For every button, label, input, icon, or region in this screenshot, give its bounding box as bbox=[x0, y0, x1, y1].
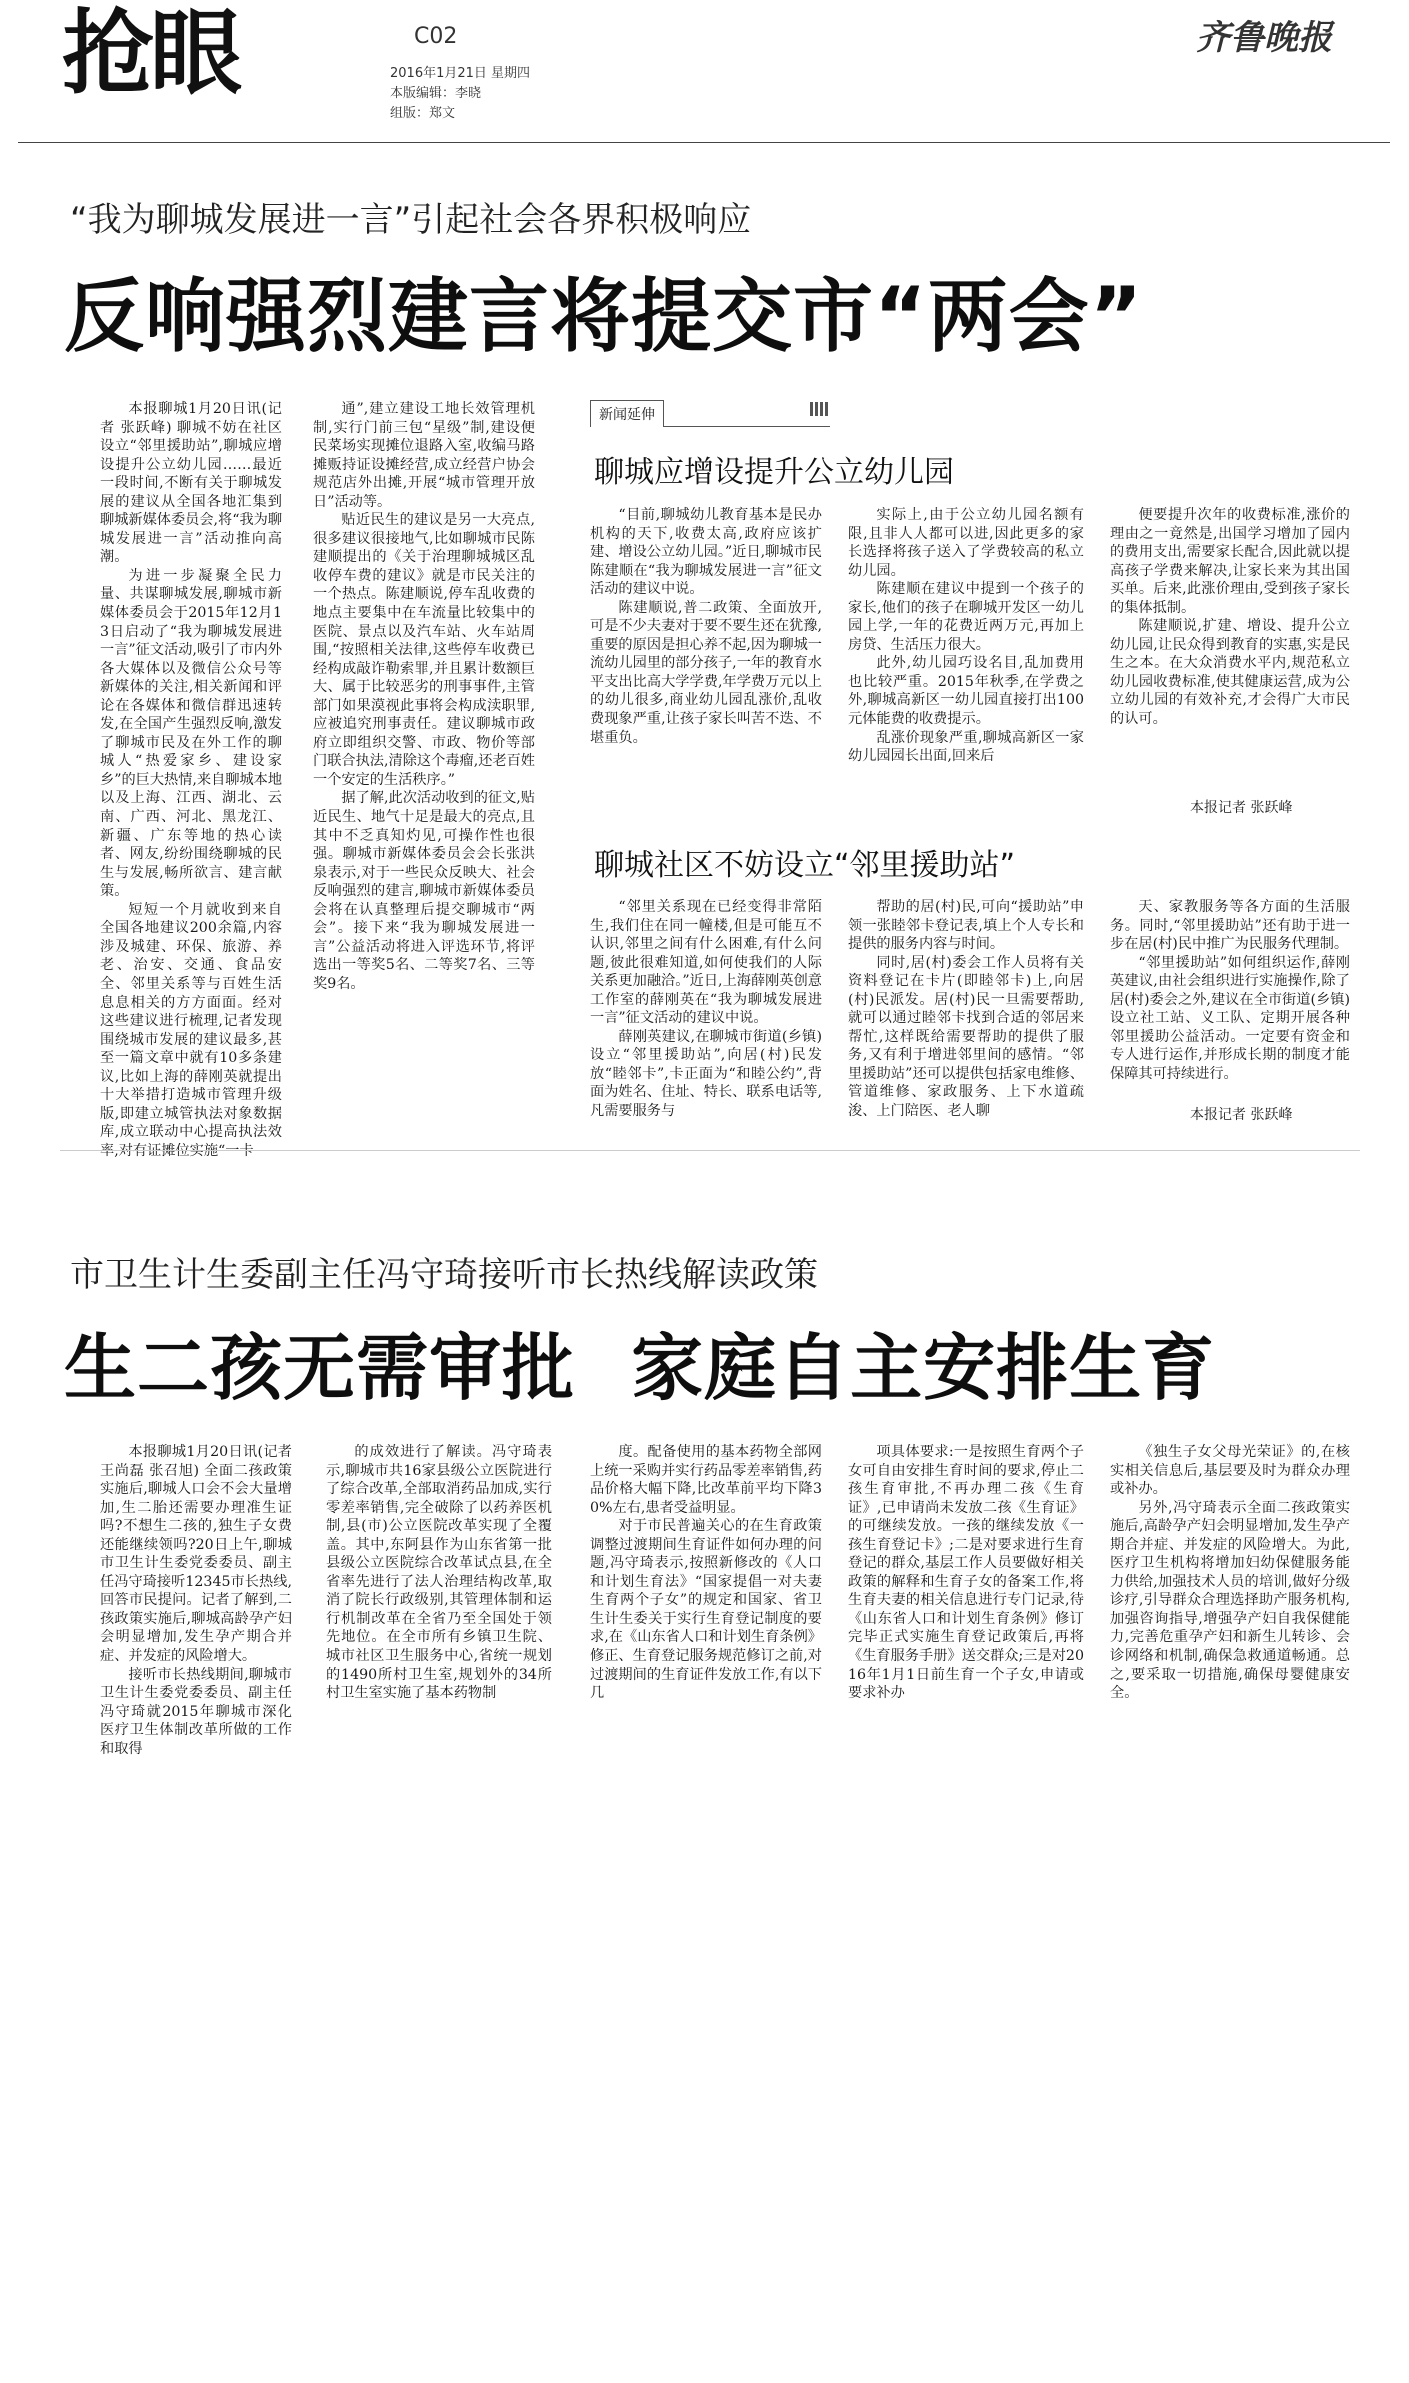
paragraph: 本报聊城1月20日讯(记者 王尚磊 张召旭) 全面二孩政策实施后,聊城人口会不会大量增加,生二胎还需要办理准生证吗?不想生二孩的,独生子女费还能继续领吗?20日上午,聊城市卫生计生委党委委员、副主任冯守琦接听12345市长热线,回答市民提问。记者了解到,二孩政策实施后,聊城高龄孕产妇会明显增加,发生孕产期合并症、并发症的风险增大。 bbox=[100, 1444, 292, 1665]
sub1-title: 聊城应增设提升公立幼儿园 bbox=[594, 455, 954, 490]
paragraph: 另外,冯守琦表示全面二孩政策实施后,高龄孕产妇会明显增加,发生孕产期合并症、并发症的风险增大。为此,医疗卫生机构将增加妇幼保健服务能力供给,加强技术人员的培训,做好分级诊疗,引导群众合理选择助产服务机构,加强咨询指导,增强孕产妇自我保健能力,完善危重孕产妇和新生儿转诊、会诊网络和机制,确保急救通道畅通。总之,要采取一切措施,确保母婴健康安全。 bbox=[1110, 1499, 1350, 1702]
story2-headline: 生二孩无需审批 家庭自主安排生育 bbox=[64, 1326, 1216, 1410]
story2-column-4 bbox=[848, 1443, 1084, 1789]
section-title: 抢眼 bbox=[62, 0, 239, 107]
page-number: C02 bbox=[414, 24, 458, 49]
story2-column-2 bbox=[326, 1443, 552, 1789]
paragraph: 《独生子女父母光荣证》的,在核实相关信息后,基层要及时为群众办理或补办。 bbox=[1110, 1444, 1350, 1498]
sub2-column-3 bbox=[1110, 898, 1350, 1104]
paragraph: 通”,建立建设工地长效管理机制,实行门前三包“星级”制,建设便民菜场实现摊位退路入室,收编马路摊贩持证设摊经营,成立经营户协会规范店外出摊,开展“城市管理开放日”活动等。 bbox=[313, 401, 535, 510]
paragraph: 对于市民普遍关心的在生育政策调整过渡期间生育证件如何办理的问题,冯守琦表示,按照新修改的《人口和计划生育法》“国家提倡一对夫妻生育两个子女”的规定和国家、省卫生计生委关于实行生育登记制度的要求,在《山东省人口和计划生育条例》修正、生育登记服务规范修订之前,对过渡期间的生育证件发放工作,有以下几 bbox=[590, 1518, 822, 1702]
sub1-column-2 bbox=[848, 506, 1084, 816]
paragraph: 本报聊城1月20日讯(记者 张跃峰) 聊城不妨在社区设立“邻里援助站”,聊城应增设提升公立幼儿园……最近一段时间,不断有关于聊城发展的建议从全国各地汇集到聊城新媒体委员会,将“我为聊城发展进一言”活动推向高潮。 bbox=[100, 401, 283, 566]
editor-credit: 本版编辑：李晓 bbox=[390, 86, 482, 101]
paragraph: “目前,聊城幼儿教育基本是民办机构的天下,收费太高,政府应该扩建、增设公立幼儿园。”近日,聊城市民陈建顺在“我为聊城发展进一言”征文活动的建议中说。 bbox=[590, 507, 822, 598]
sub2-byline: 本报记者 张跃峰 bbox=[1190, 1107, 1293, 1123]
paragraph: 为进一步凝聚全民力量、共谋聊城发展,聊城市新媒体委员会于2015年12月13日启动了“我为聊城发展进一言”征文活动,吸引了市内外各大媒体以及微信公众号等新媒体的关注,相关新闻和评论在各媒体和微信群迅速转发,在全国产生强烈反响,激发了聊城市民及在外工作的聊城人“热爱家乡、建设家乡”的巨大热情,来自聊城本地以及上海、江西、湖北、云南、广西、河北、黑龙江、新疆、广东等地的热心读者、网友,纷纷围绕聊城的民生与发展,畅所欲言、建言献策。 bbox=[100, 567, 283, 900]
issue-date: 2016年1月21日 星期四 bbox=[390, 66, 531, 81]
paragraph: 便要提升次年的收费标准,涨价的理由之一竟然是,出国学习增加了园内的费用支出,需要家长配合,因此就以提高孩子学费来解决,让家长来为其出国买单。后来,此涨价理由,受到孩子家长的集体抵制。 bbox=[1110, 507, 1350, 616]
paragraph: 陈建顺说,扩建、增设、提升公立幼儿园,让民众得到教育的实惠,实是民生之本。在大众消费水平内,规范私立幼儿园收费标准,使其健康运营,成为公立幼儿园的有效补充,才会得广大市民的认可。 bbox=[1110, 618, 1350, 728]
paragraph: 此外,幼儿园巧设名目,乱加费用也比较严重。2015年秋季,在学费之外,聊城高新区一幼儿园直接打出100元体能费的收费提示。 bbox=[848, 655, 1084, 728]
sub2-title: 聊城社区不妨设立“邻里援助站” bbox=[594, 848, 1016, 883]
story2-kicker: 市卫生计生委副主任冯守琦接听市长热线解读政策 bbox=[70, 1255, 818, 1295]
tag-ornament bbox=[810, 402, 830, 416]
story1-column-1 bbox=[100, 400, 283, 1159]
paragraph: 薛刚英建议,在聊城市街道(乡镇)设立“邻里援助站”,向居(村)民发放“睦邻卡”,卡正面为“和睦公约”,背面为姓名、住址、特长、联系电话等,凡需要服务与 bbox=[590, 1028, 822, 1120]
paragraph: 贴近民生的建议是另一大亮点,很多建议很接地气,比如聊城市民陈建顺提出的《关于治理聊城城区乱收停车费的建议》就是市民关注的一个热点。陈建顺说,停车乱收费的地点主要集中在车流量比较集中的医院、景点以及汽车站、火车站周围,“按照相关法律,这些停车收费已经构成敲诈勒索罪,并且累计数额巨大、属于比较恶劣的刑事事件,主管部门如果漠视此事将会构成渎职罪,应被追究刑事责任。建议聊城市政府立即组织交警、市政、物价等部门联合执法,清除这个毒瘤,还老百姓一个安定的生活秩序。” bbox=[313, 512, 535, 788]
paragraph: 度。配备使用的基本药物全部网上统一采购并实行药品零差率销售,药品价格大幅下降,比改革前平均下降30%左右,患者受益明显。 bbox=[590, 1444, 822, 1516]
paragraph: 实际上,由于公立幼儿园名额有限,且非人人都可以进,因此更多的家长选择将孩子送入了学费较高的私立幼儿园。 bbox=[848, 507, 1084, 579]
paragraph: 同时,居(村)委会工作人员将有关资料登记在卡片(即睦邻卡)上,向居(村)民派发。居(村)民一旦需要帮助,就可以通过睦邻卡找到合适的邻居来帮忙,这样既给需要帮助的提供了服务,又有利于增进邻里间的感情。“邻里援助站”还可以提供包括家电维修、管道维修、家政服务、上下水道疏浚、上门陪医、老人聊 bbox=[848, 954, 1084, 1120]
story1-kicker: “我为聊城发展进一言”引起社会各界积极响应 bbox=[70, 200, 752, 240]
story2-column-5 bbox=[1110, 1443, 1350, 1723]
story-separator bbox=[60, 1150, 1360, 1151]
paragraph: 天、家教服务等各方面的生活服务。同时,“邻里援助站”还有助于进一步在居(村)民中推广为民服务代理制。 bbox=[1110, 899, 1350, 953]
paragraph: 陈建顺说,普二政策、全面放开,可是不少夫妻对于要不要生还在犹豫,重要的原因是担心养不起,因为聊城一流幼儿园里的部分孩子,一年的教育水平支出比高大学学费,年学费万元以上的幼儿很多,商业幼儿园乱涨价,乱收费现象严重,让孩子家长叫苦不迭、不堪重负。 bbox=[590, 599, 822, 746]
header-rule bbox=[18, 142, 1390, 143]
paragraph: “邻里关系现在已经变得非常陌生,我们住在同一幢楼,但是可能互不认识,邻里之间有什么困难,有什么问题,彼此很难知道,如何使我们的人际关系更加融洽。”近日,上海薛刚英创意工作室的薛刚英在“我为聊城发展进一言”征文活动的建议中说。 bbox=[590, 899, 822, 1027]
paragraph: 陈建顺在建议中提到一个孩子的家长,他们的孩子在聊城开发区一幼儿园上学,一年的花费近两万元,再加上房贷、生活压力很大。 bbox=[848, 581, 1084, 653]
story1-column-2 bbox=[313, 400, 535, 1120]
paragraph: 项具体要求:一是按照生育两个子女可自由安排生育时间的要求,停止二孩生育审批,不再办理二孩《生育证》,已申请尚未发放二孩《生育证》的可继续发放。一孩的继续发放《一孩生育登记卡》;二是对要求进行生育登记的群众,基层工作人员要做好相关政策的解释和生育子女的备案工作,将生育夫妻的相关信息进行专门记录,待《山东省人口和计划生育条例》修订完毕正式实施生育登记政策后,再将《生育服务手册》送交群众;三是对2016年1月1日前生育一个子女,申请或要求补办 bbox=[848, 1444, 1084, 1702]
story2-column-1 bbox=[100, 1443, 292, 1789]
sub2-column-2 bbox=[848, 898, 1084, 1122]
paragraph: 接听市长热线期间,聊城市卫生计生委党委委员、副主任冯守琦就2015年聊城市深化医疗卫生体制改革所做的工作和取得 bbox=[100, 1666, 292, 1757]
sub2-column-1 bbox=[590, 898, 822, 1122]
sub1-byline: 本报记者 张跃峰 bbox=[1190, 800, 1293, 816]
sub1-column-3 bbox=[1110, 506, 1350, 796]
story1-headline: 反响强烈建言将提交市“两会” bbox=[64, 270, 1144, 363]
paragraph: 乱涨价现象严重,聊城高新区一家幼儿园园长出面,回来后 bbox=[848, 729, 1084, 765]
paragraph: 的成效进行了解读。冯守琦表示,聊城市共16家县级公立医院进行了综合改革,全部取消药品加成,实行零差率销售,完全破除了以药养医机制,县(市)公立医院改革实现了全覆盖。其中,东阿县作为山东省第一批县级公立医院综合改革试点县,在全省率先进行了法人治理结构改革,取消了院长行政级别,其管理体制和运行机制改革在全省乃至全国处于领先地位。在全市所有乡镇卫生院、城市社区卫生服务中心,省统一规划的1490所村卫生室,规划外的34所村卫生室实施了基本药物制 bbox=[326, 1444, 552, 1702]
news-extension-tag bbox=[590, 400, 830, 427]
story2-column-3 bbox=[590, 1443, 822, 1789]
paragraph: 短短一个月就收到来自全国各地建议200余篇,内容涉及城建、环保、旅游、养老、治安、交通、食品安全、邻里关系等与百姓生活息息相关的方方面面。经对这些建议进行梳理,记者发现围绕城市发展的建议最多,甚至一篇文章中就有10多条建议,比如上海的薛刚英就提出十大举措打造城市管理升级版,即建立城管执法对象数据库,成立联动中心提高执法效率,对有证摊位实施“一卡 bbox=[100, 901, 282, 1159]
paragraph: 帮助的居(村)民,可向“援助站”申领一张睦邻卡登记表,填上个人专长和提供的服务内容与时间。 bbox=[848, 899, 1084, 953]
newspaper-logo: 齐鲁晚报 bbox=[1196, 18, 1332, 58]
paragraph: 据了解,此次活动收到的征文,贴近民生、地气十足是最大的亮点,且其中不乏真知灼见,可操作性也很强。聊城市新媒体委员会会长张洪泉表示,对于一些民众反映大、社会反响强烈的建言,聊城市新媒体委员会将在认真整理后提交聊城市“两会”。接下来“我为聊城发展进一言”公益活动将进入评选环节,将评选出一等奖5名、二等奖7名、三等奖9名。 bbox=[313, 790, 535, 992]
sub1-column-1 bbox=[590, 506, 822, 816]
paragraph: “邻里援助站”如何组织运作,薛刚英建议,由社会组织进行实施操作,除了居(村)委会之外,建议在全市街道(乡镇)设立社工站、义工队、定期开展各种邻里援助公益活动。一定要有资金和专人进行运作,并形成长期的制度才能保障其可持续进行。 bbox=[1110, 954, 1350, 1082]
news-extension-label: 新闻延伸 bbox=[590, 400, 664, 427]
layout-credit: 组版：郑文 bbox=[390, 106, 456, 121]
